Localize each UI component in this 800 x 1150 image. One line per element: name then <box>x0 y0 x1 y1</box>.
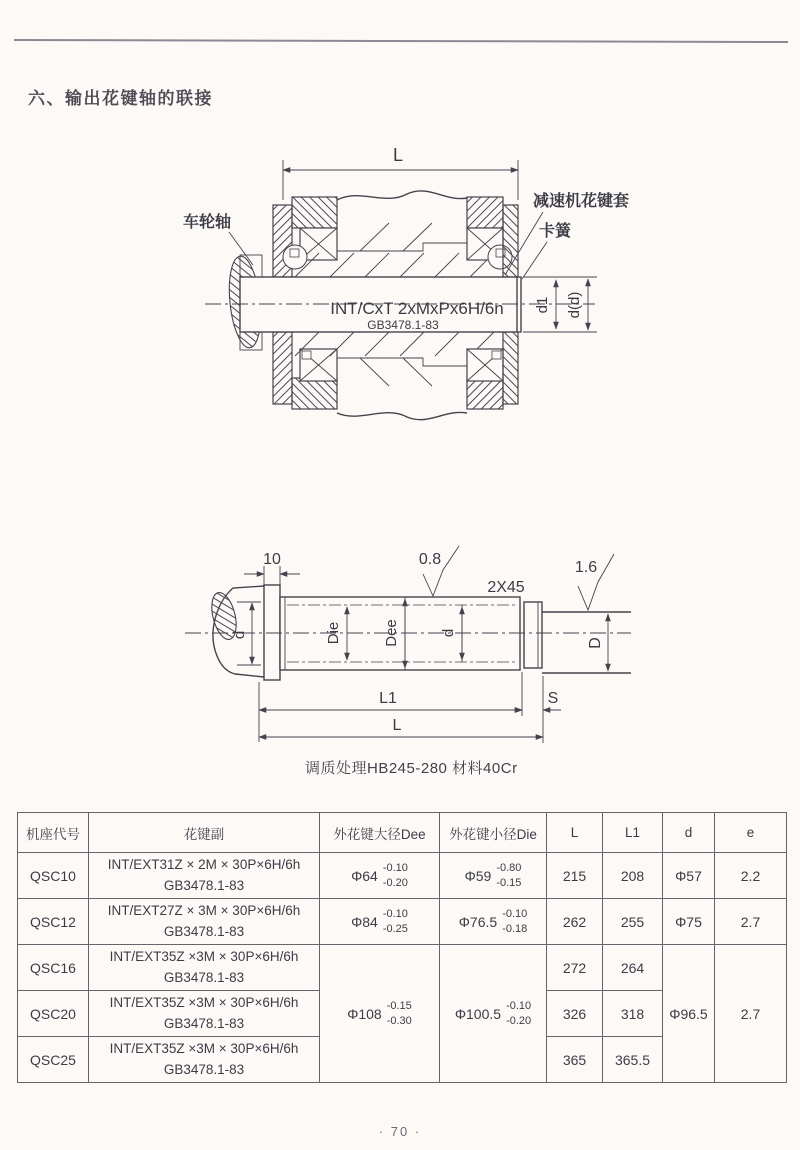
dimension-d1-dd <box>534 279 588 330</box>
cell-code: QSC12 <box>18 899 89 945</box>
upper-housing <box>273 191 518 277</box>
cell-L1: 318 <box>603 991 663 1037</box>
cell-e: 2.7 <box>715 899 787 945</box>
table-row <box>18 899 787 945</box>
dim-label-D: D <box>587 637 604 649</box>
dim-label-d1: d1 <box>534 296 551 314</box>
shaft-drawing <box>175 540 635 785</box>
dim-label-dd: d(d) <box>566 291 583 319</box>
dim-label-S: S <box>547 690 559 707</box>
cell-e-merged: 2.7 <box>715 945 787 1083</box>
spline-standard: GB3478.1-83 <box>163 1061 245 1077</box>
cell-code: QSC20 <box>18 991 89 1037</box>
roughness-08-label: 0.8 <box>418 551 442 568</box>
table-row <box>18 945 787 991</box>
chamfer-label: 2X45 <box>487 579 525 596</box>
cell-code: QSC25 <box>18 1037 89 1083</box>
dim-label-L1: L1 <box>379 690 397 707</box>
dim-label-d-right: d <box>440 628 457 638</box>
cell-L1: 365.5 <box>603 1037 663 1083</box>
cell-code: QSC16 <box>18 945 89 991</box>
cell-spline <box>89 945 320 991</box>
cell-L: 326 <box>547 991 603 1037</box>
spline-spec: INT/EXT31Z × 2M × 30P×6H/6h <box>107 857 301 873</box>
top-rule <box>14 39 788 43</box>
cell-L: 262 <box>547 899 603 945</box>
assembly-drawing <box>145 130 665 430</box>
dim-label-10: 10 <box>263 551 281 568</box>
header-dee: 外花键大径Dee <box>320 813 440 853</box>
cell-L: 365 <box>547 1037 603 1083</box>
cell-spline <box>89 853 320 899</box>
spline-spec: INT/EXT27Z × 3M × 30P×6H/6h <box>107 903 301 919</box>
cell-die-merged: Φ100.5 -0.10 -0.20 <box>440 945 547 1083</box>
cell-die: Φ59 -0.80 -0.15 <box>440 853 547 899</box>
dim-label-dee: Dee <box>383 619 400 647</box>
material-note: 调质处理HB245-280 材料40Cr <box>305 760 518 777</box>
page-title: 六、输出花键轴的联接 <box>28 89 213 108</box>
length-dimensions <box>259 672 561 743</box>
cell-L: 272 <box>547 945 603 991</box>
dim-label-L: L <box>392 717 402 734</box>
spec-table <box>17 812 787 1083</box>
header-d: d <box>663 813 715 853</box>
cell-spline <box>89 1037 320 1083</box>
dim-label-d-left: d <box>231 630 248 640</box>
cell-d-merged: Φ96.5 <box>663 945 715 1083</box>
cell-spline <box>89 899 320 945</box>
spline-standard: GB3478.1-83 <box>163 877 245 893</box>
header-code: 机座代号 <box>18 813 89 853</box>
cell-e: 2.2 <box>715 853 787 899</box>
cell-spline <box>89 991 320 1037</box>
table-header-row <box>18 813 787 853</box>
spline-standard: GB3478.1-83 <box>163 923 245 939</box>
cell-L: 215 <box>547 853 603 899</box>
table-row <box>18 853 787 899</box>
lower-housing <box>273 332 518 420</box>
spline-standard-label: GB3478.1-83 <box>367 318 439 332</box>
cell-d: Φ75 <box>663 899 715 945</box>
header-spline: 花键副 <box>89 813 320 853</box>
spline-sleeve-label: 减速机花键套 <box>533 193 630 210</box>
page-number: · 70 · <box>378 1124 422 1139</box>
spline-spec: INT/EXT35Z ×3M × 30P×6H/6h <box>109 949 299 965</box>
cell-L1: 255 <box>603 899 663 945</box>
cell-L1: 264 <box>603 945 663 991</box>
wheel-shaft-label: 车轮轴 <box>183 214 232 231</box>
spline-spec: INT/EXT35Z ×3M × 30P×6H/6h <box>109 995 299 1011</box>
dim-label-die: Die <box>325 621 342 645</box>
spline-standard: GB3478.1-83 <box>163 1015 245 1031</box>
cell-d: Φ57 <box>663 853 715 899</box>
cell-die: Φ76.5 -0.10 -0.18 <box>440 899 547 945</box>
header-L1: L1 <box>603 813 663 853</box>
header-e: e <box>715 813 787 853</box>
cell-code: QSC10 <box>18 853 89 899</box>
cell-dee-merged: Φ108 -0.15 -0.30 <box>320 945 440 1083</box>
dimension-L <box>283 145 518 200</box>
roughness-16-label: 1.6 <box>574 559 598 576</box>
circlip-label: 卡簧 <box>539 223 572 240</box>
spline-standard: GB3478.1-83 <box>163 969 245 985</box>
cell-L1: 208 <box>603 853 663 899</box>
cell-dee: Φ64 -0.10 -0.20 <box>320 853 440 899</box>
header-L: L <box>547 813 603 853</box>
header-die: 外花键小径Die <box>440 813 547 853</box>
dim-label-L: L <box>392 145 404 165</box>
cell-dee: Φ84 -0.10 -0.25 <box>320 899 440 945</box>
spline-spec: INT/EXT35Z ×3M × 30P×6H/6h <box>109 1041 299 1057</box>
spline-spec-label: INT/CxT 2xMxPx6H/6n <box>330 299 504 318</box>
dimension-10 <box>244 551 300 586</box>
